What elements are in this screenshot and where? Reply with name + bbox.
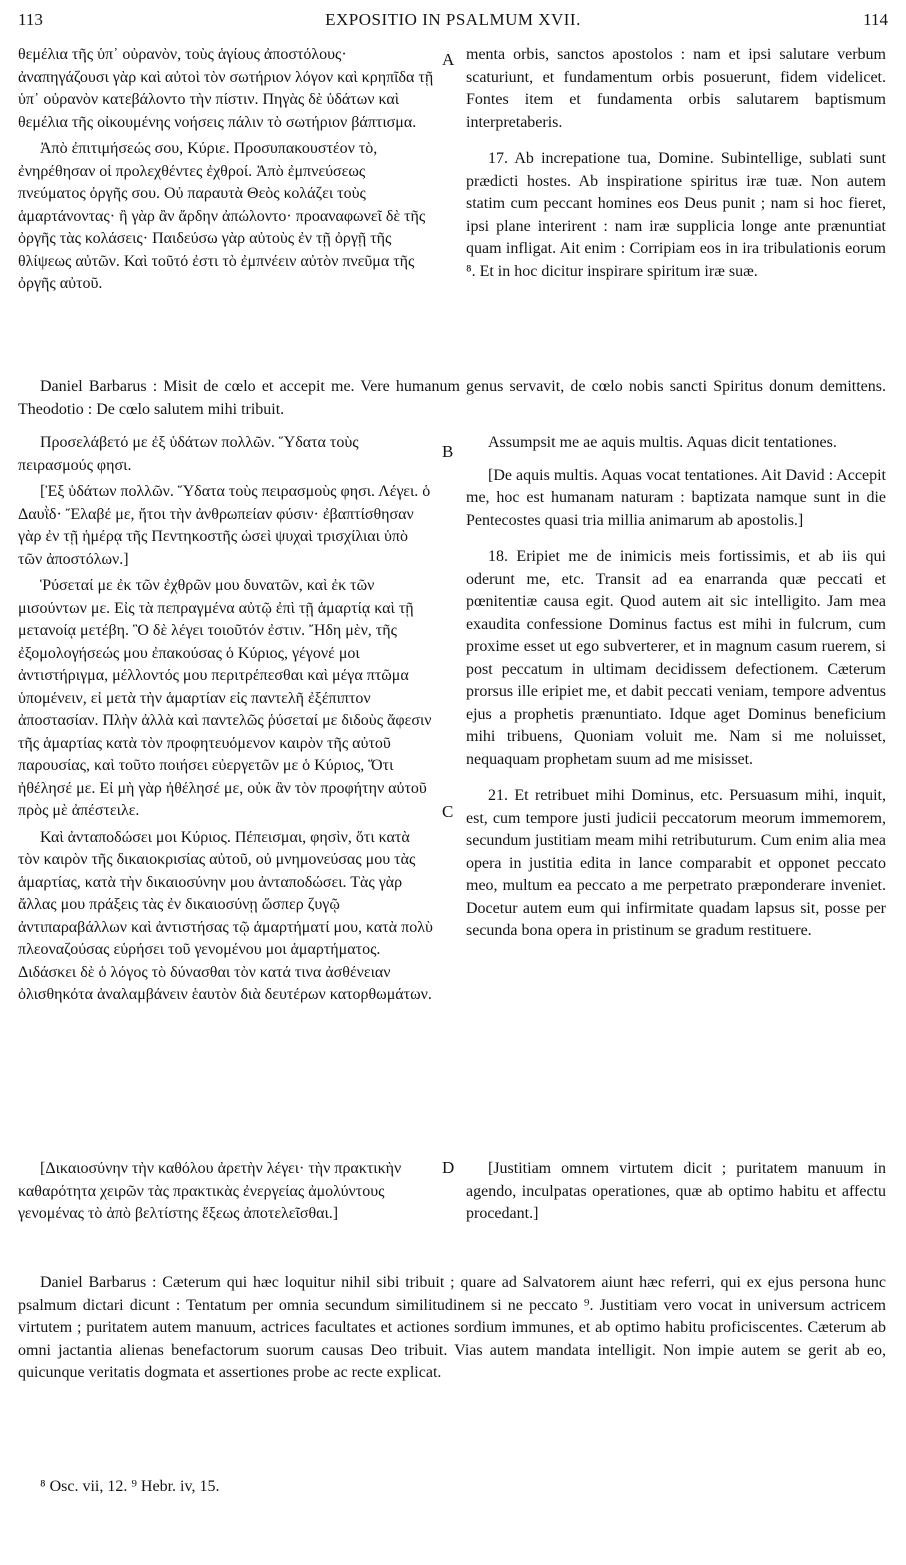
latin-paragraph: 21. Et retribuet mihi Dominus, etc. Persuasum mihi, inquit, est, cum tempore justi judicii peccatorum meorum immemorem, secundum justitiam meam mihi retributurum. Cum enim alia mea opera in justitia edita in lance comparabit et opponet peccato meo, multum ea peccato a me perpetrato præponderare inveniet. Docetur autem eum qui infirmitate quadam lapsus sit, posse per secunda bona opera in pristinum se gradum restituere. xyxy=(466,787,886,939)
commentary-paragraph: Daniel Barbarus : Cæterum qui hæc loquitur nihil sibi tribuit ; quare ad Salvatorem aiunt hæc referri, qui ex ejus persona hunc psalmum dictari dicunt : Tentatum per omnia secundum similitudinem si ne peccato ⁹. Justitiam vero vocat in universum actricem virtutem ; puritatem autem manuum, actrices facultates et actiones sordium immunes, et ab optimo habitu proficiscentes. Cæterum ab omni jactantia alienas benefactorum suorum causas Deo tribuit. Vias autem mandata intelligit. Non impie autem se gerit ab eo, quicunque veritatis dogmata et assertiones probe ac recte explicat. xyxy=(18,1274,886,1381)
margin-letter-b: B xyxy=(442,442,454,461)
latin-paragraph: 18. Eripiet me de inimicis meis fortissimis, et ab iis qui oderunt me, etc. Transit ad ea enarranda quæ peccati et pœnitentiæ causa egit. Quod autem ait sic intelligito. Jam mea exaudita confessione Dominus factus est mihi in fulcrum, cum proxime esset ut ego subverterer, et in magnum casum ruerem, si post peccatum in ultimam decidissem defectionem. Cæterum prorsus ille eripiet me, et dabit peccati veniam, tempore adventus ejus a prophetis prænuntiato. Idque aget Dominus beneficium mihi tribuens, Quoniam voluit me. Nam si me noluisset, nequaquam prophetam suum ad me misisset. xyxy=(466,548,886,768)
greek-paragraph: Καὶ ἀνταποδώσει μοι Κύριος. Πέπεισμαι, φησὶν, ὅτι κατὰ τὸν καιρὸν τῆς δικαιοκρισίας αὐτοῦ, οὐ μνημονεύσας μου τὰς ἁμαρτίας, κατὰ τὴν δικαιοσύνην μου ἀνταποδώσει. Τὰς γὰρ ἄλλας μου πράξεις τὰς ἐν δικαιοσύνῃ ὥσπερ ζυγῷ ἀντιπαραβάλλων καὶ ἀντιστήσας τῷ ἁμαρτήματί μου, κατὰ πολὺ πλεοναζούσας εὑρήσει τοῦ γενομένου μοι ἁμαρτήματος. Διδάσκει δὲ ὁ λόγος τὸ δύνασθαι τὸν κατά τινα ἀσθένειαν ὀλισθηκότα ἀναλαμβάνειν ἑαυτὸν διὰ δευτέρων κατορθωμάτων. xyxy=(18,828,433,1003)
left-page-number: 113 xyxy=(18,10,43,29)
running-title: EXPOSITIO IN PSALMUM XVII. xyxy=(325,10,581,29)
greek-paragraph: Προσελάβετό με ἐξ ὑδάτων πολλῶν. Ὕδατα τοὺς πειρασμούς φησι. xyxy=(18,434,359,474)
right-page-number: 114 xyxy=(863,10,888,29)
latin-paragraph: menta orbis, sanctos apostolos : nam et ipsi salutare verbum scaturiunt, et fundamentum orbis posuerunt, fidem videlicet. Fontes item et fundamenta orbis salutarem baptismum interpretaberis. xyxy=(466,46,886,131)
footnotes: ⁸ Osc. vii, 12. ⁹ Hebr. iv, 15. xyxy=(40,1478,220,1495)
margin-letter-c: C xyxy=(442,802,454,821)
latin-paragraph: [Justitiam omnem virtutem dicit ; puritatem manuum in agendo, inculpatas operationes, quæ ab optimo habitu et affectu procedant.] xyxy=(466,1160,886,1222)
greek-paragraph: θεμέλια τῆς ὑπ᾽ οὐρανὸν, τοὺς ἁγίους ἀποστόλους· ἀναπηγάζουσι γὰρ καὶ αὐτοὶ τὸν σωτήριον λόγον καὶ κρηπῖδα τῇ ὑπ᾽ οὐρανὸν κατεβάλοντο τὴν πίστιν. Πηγὰς δὲ ὑδάτων καὶ θεμέλια τῆς οἰκουμένης νοήσεις πάλιν τὸ σωτήριον βάπτισμα. xyxy=(18,46,434,131)
greek-column-a xyxy=(18,44,435,300)
greek-paragraph: [Ἐξ ὑδάτων πολλῶν. Ὕδατα τοὺς πειρασμοὺς φησι. Λέγει. ὁ Δαυῒδ· Ἔλαβέ με, ἤτοι τὴν ἀνθρωπείαν φύσιν· ἐβαπτίσθησαν γὰρ ἐν τῇ ἡμέρᾳ τῆς Πεντηκοστῆς ὡσεὶ ψυχαὶ τρισχίλιαι ὑπὸ τῶν ἀποστόλων.] xyxy=(18,483,431,568)
page-header xyxy=(18,10,888,38)
margin-letter-d: D xyxy=(442,1158,455,1177)
greek-paragraph: [Δικαιοσύνην τὴν καθόλου ἀρετὴν λέγει· τὴν πρακτικὴν καθαρότητα χειρῶν τὰς πρακτικὰς ἐνεργείας ἀμολύντους γενομένας τὸ ἀπὸ βελτίστης ἕξεως ἀποτελεῖσθαι.] xyxy=(18,1160,402,1222)
greek-paragraph: Ῥύσεταί με ἐκ τῶν ἐχθρῶν μου δυνατῶν, καὶ ἐκ τῶν μισούντων με. Εἰς τὰ πεπραγμένα αὐτῷ ἐπὶ τῇ ἁμαρτίᾳ καὶ τῇ μετανοίᾳ μετέβη. Ὃ δὲ λέγει τοιοῦτόν ἐστιν. Ἤδη μὲν, τῆς ἐξομολογήσεώς μου ἐπακούσας ὁ Κύριος, γέγονέ μοι ἀντιστήριγμα, μέλλοντός μου περιτρέπεσθαι καὶ μέγα πτῶμα ὑπομένειν, εἰ μετὰ τὴν ἁμαρτίαν εἰς παντελῆ ἐξέπιπτον ἀποστασίαν. Πλὴν ἀλλὰ καὶ παντελῶς ῥύσεταί με διδοὺς ἄφεσιν τῆς ἁμαρτίας κατὰ τὸν προφητευόμενον καιρὸν τῆς αὐτοῦ παρουσίας, καὶ τοῦτο ποιήσει εὐεργετῶν με ὁ Κύριος, Ὅτι ἠθέλησέ με. Εἰ μὴ γὰρ ἠθέλησέ με, οὐκ ἂν τὸν προφήτην αὐτοῦ πρὸς μὲ ἀπέστειλε. xyxy=(18,577,432,819)
latin-column-a xyxy=(466,44,886,287)
barbarus-note-1 xyxy=(18,376,886,421)
latin-paragraph: [De aquis multis. Aquas vocat tentationes. Ait David : Accepit me, hoc est humanam naturam : baptizata namque sunt in die Pentecostes quasi tria millia animarum ab apostolis.] xyxy=(466,466,886,529)
margin-letter-a: A xyxy=(442,50,455,69)
latin-column-d xyxy=(466,1158,886,1230)
latin-paragraph: Assumpsit me ae aquis multis. Aquas dicit tentationes. xyxy=(488,434,837,451)
commentary-paragraph: Daniel Barbarus : Misit de cœlo et accepit me. Vere humanum genus servavit, de cœlo nobis sancti Spiritus donum demittens. Theodotio : De cœlo salutem mihi tribuit. xyxy=(18,378,886,418)
greek-paragraph: Ἀπὸ ἐπιτιμήσεώς σου, Κύριε. Προσυπακουστέον τὸ, ἐνηρέθησαν οἱ προλεχθέντες ἐχθροί. Ἀπὸ ἐμπνεύσεως πνεύματος ὀργῆς σου. Οὐ παραυτὰ Θεὸς κολάζει τοὺς ἁμαρτάνοντας· ἢ γὰρ ἂν ἄρδην ἀπώλοντο· προαναφωνεῖ δὲ τῆς ὀργῆς τὰς κολάσεις· Παιδεύσω γὰρ αὐτοὺς ἐν τῇ ὀργῇ τῆς θλίψεως αὐτῶν. Καὶ τοῦτό ἐστι τὸ ἐμπνέειν αὐτὸν πνεῦμα τῆς ὀργῆς αὐτοῦ. xyxy=(18,140,426,292)
greek-column-d xyxy=(18,1158,435,1230)
greek-column-b xyxy=(18,432,435,1011)
latin-paragraph: 17. Ab increpatione tua, Domine. Subintellige, sublati sunt prædicti hostes. Ab inspiratione spiritus iræ tuæ. Non autem statim cum peccant homines eos Deus punit ; nam si hoc fieret, ipsi plane interirent : nam iræ supplicia longe ante prænuntiat quam infligat. Ait enim : Corripiam eos in ira tribulationis eorum ⁸. Et in hoc dicitur inspirare spiritum iræ suæ. xyxy=(466,150,886,280)
latin-column-b xyxy=(466,432,886,947)
barbarus-note-2 xyxy=(18,1272,886,1385)
